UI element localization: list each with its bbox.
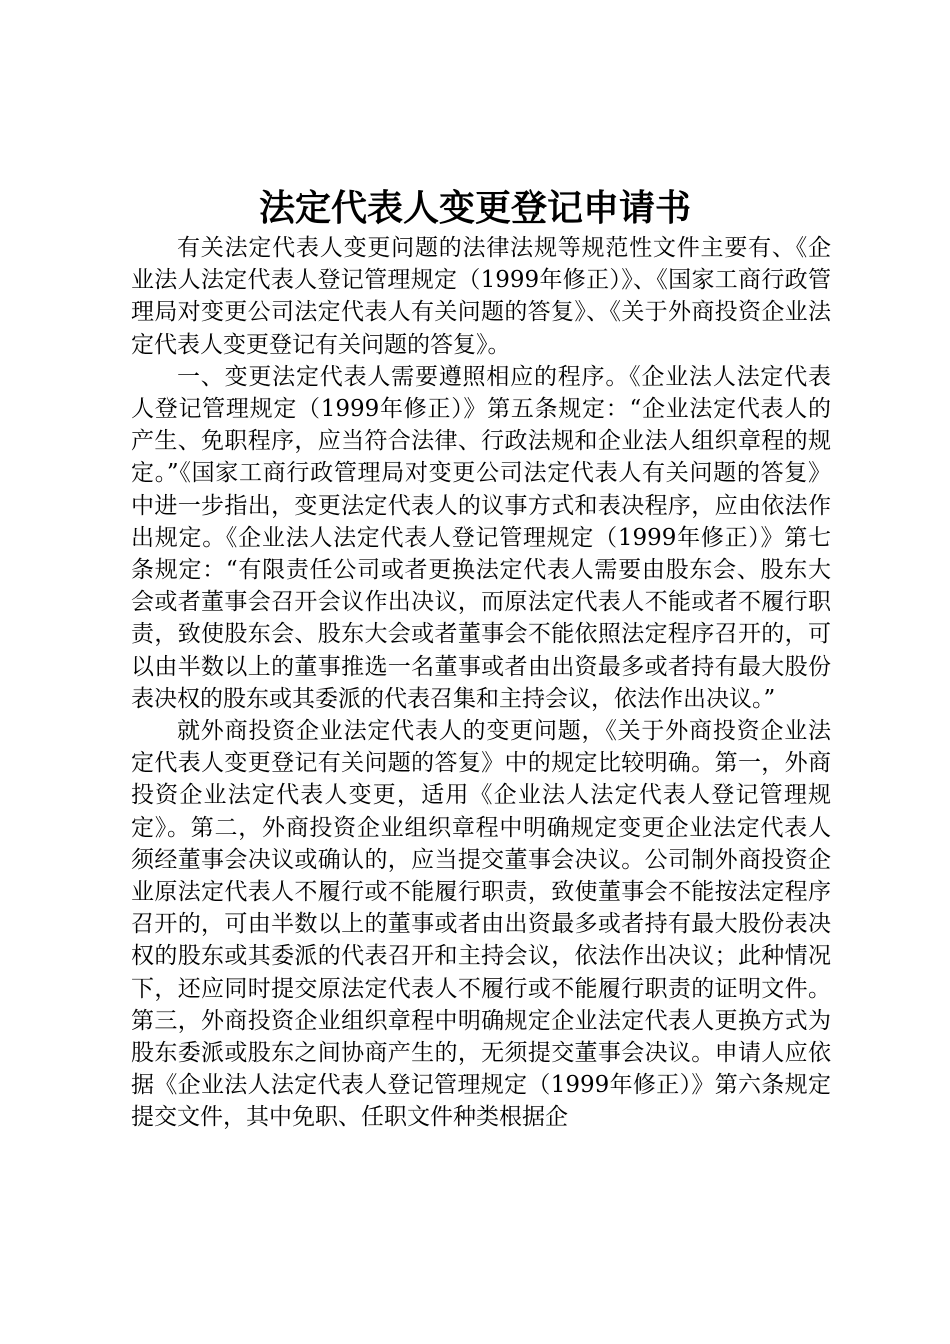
paragraph-intro: 有关法定代表人变更问题的法律法规等规范性文件主要有、《企业法人法定代表人登记管理规定（1999年修正）》、《国家工商行政管理局对变更公司法定代表人有关问题的答复》、《关于外商投资企业法定代表人变更登记有关问题的答复》。 <box>131 235 831 358</box>
document-body <box>131 232 831 1134</box>
document-title: 法定代表人变更登记申请书 <box>258 187 691 229</box>
paragraph-procedure: 一、变更法定代表人需要遵照相应的程序。《企业法人法定代表人登记管理规定（1999年修正）》第五条规定：“企业法定代表人的产生、免职程序，应当符合法律、行政法规和企业法人组织章程的规定。”《国家工商行政管理局对变更公司法定代表人有关问题的答复》中进一步指出，变更法定代表人的议事方式和表决程序，应由依法作出规定。《企业法人法定代表人登记管理规定（1999年修正）》第七条规定：“有限责任公司或者更换法定代表人需要由股东会、股东大会或者董事会召开会议作出决议，而原法定代表人不能或者不履行职责，致使股东会、股东大会或者董事会不能依照法定程序召开的，可以由半数以上的董事推选一名董事或者由出资最多或者持有最大股份表决权的股东或其委派的代表召集和主持会议，依法作出决议。” <box>131 363 831 712</box>
paragraph-foreign-investment: 就外商投资企业法定代表人的变更问题，《关于外商投资企业法定代表人变更登记有关问题的答复》中的规定比较明确。第一，外商投资企业法定代表人变更，适用《企业法人法定代表人登记管理规定》。第二，外商投资企业组织章程中明确规定变更企业法定代表人须经董事会决议或确认的，应当提交董事会决议。公司制外商投资企业原法定代表人不履行或不能履行职责，致使董事会不能按法定程序召开的，可由半数以上的董事或者由出资最多或者持有最大股份表决权的股东或其委派的代表召开和主持会议，依法作出决议；此种情况下，还应同时提交原法定代表人不履行或不能履行职责的证明文件。第三，外商投资企业组织章程中明确规定企业法定代表人更换方式为股东委派或股东之间协商产生的，无须提交董事会决议。申请人应依据《企业法人法定代表人登记管理规定（1999年修正）》第六条规定提交文件，其中免职、任职文件种类根据企 <box>131 718 831 1131</box>
